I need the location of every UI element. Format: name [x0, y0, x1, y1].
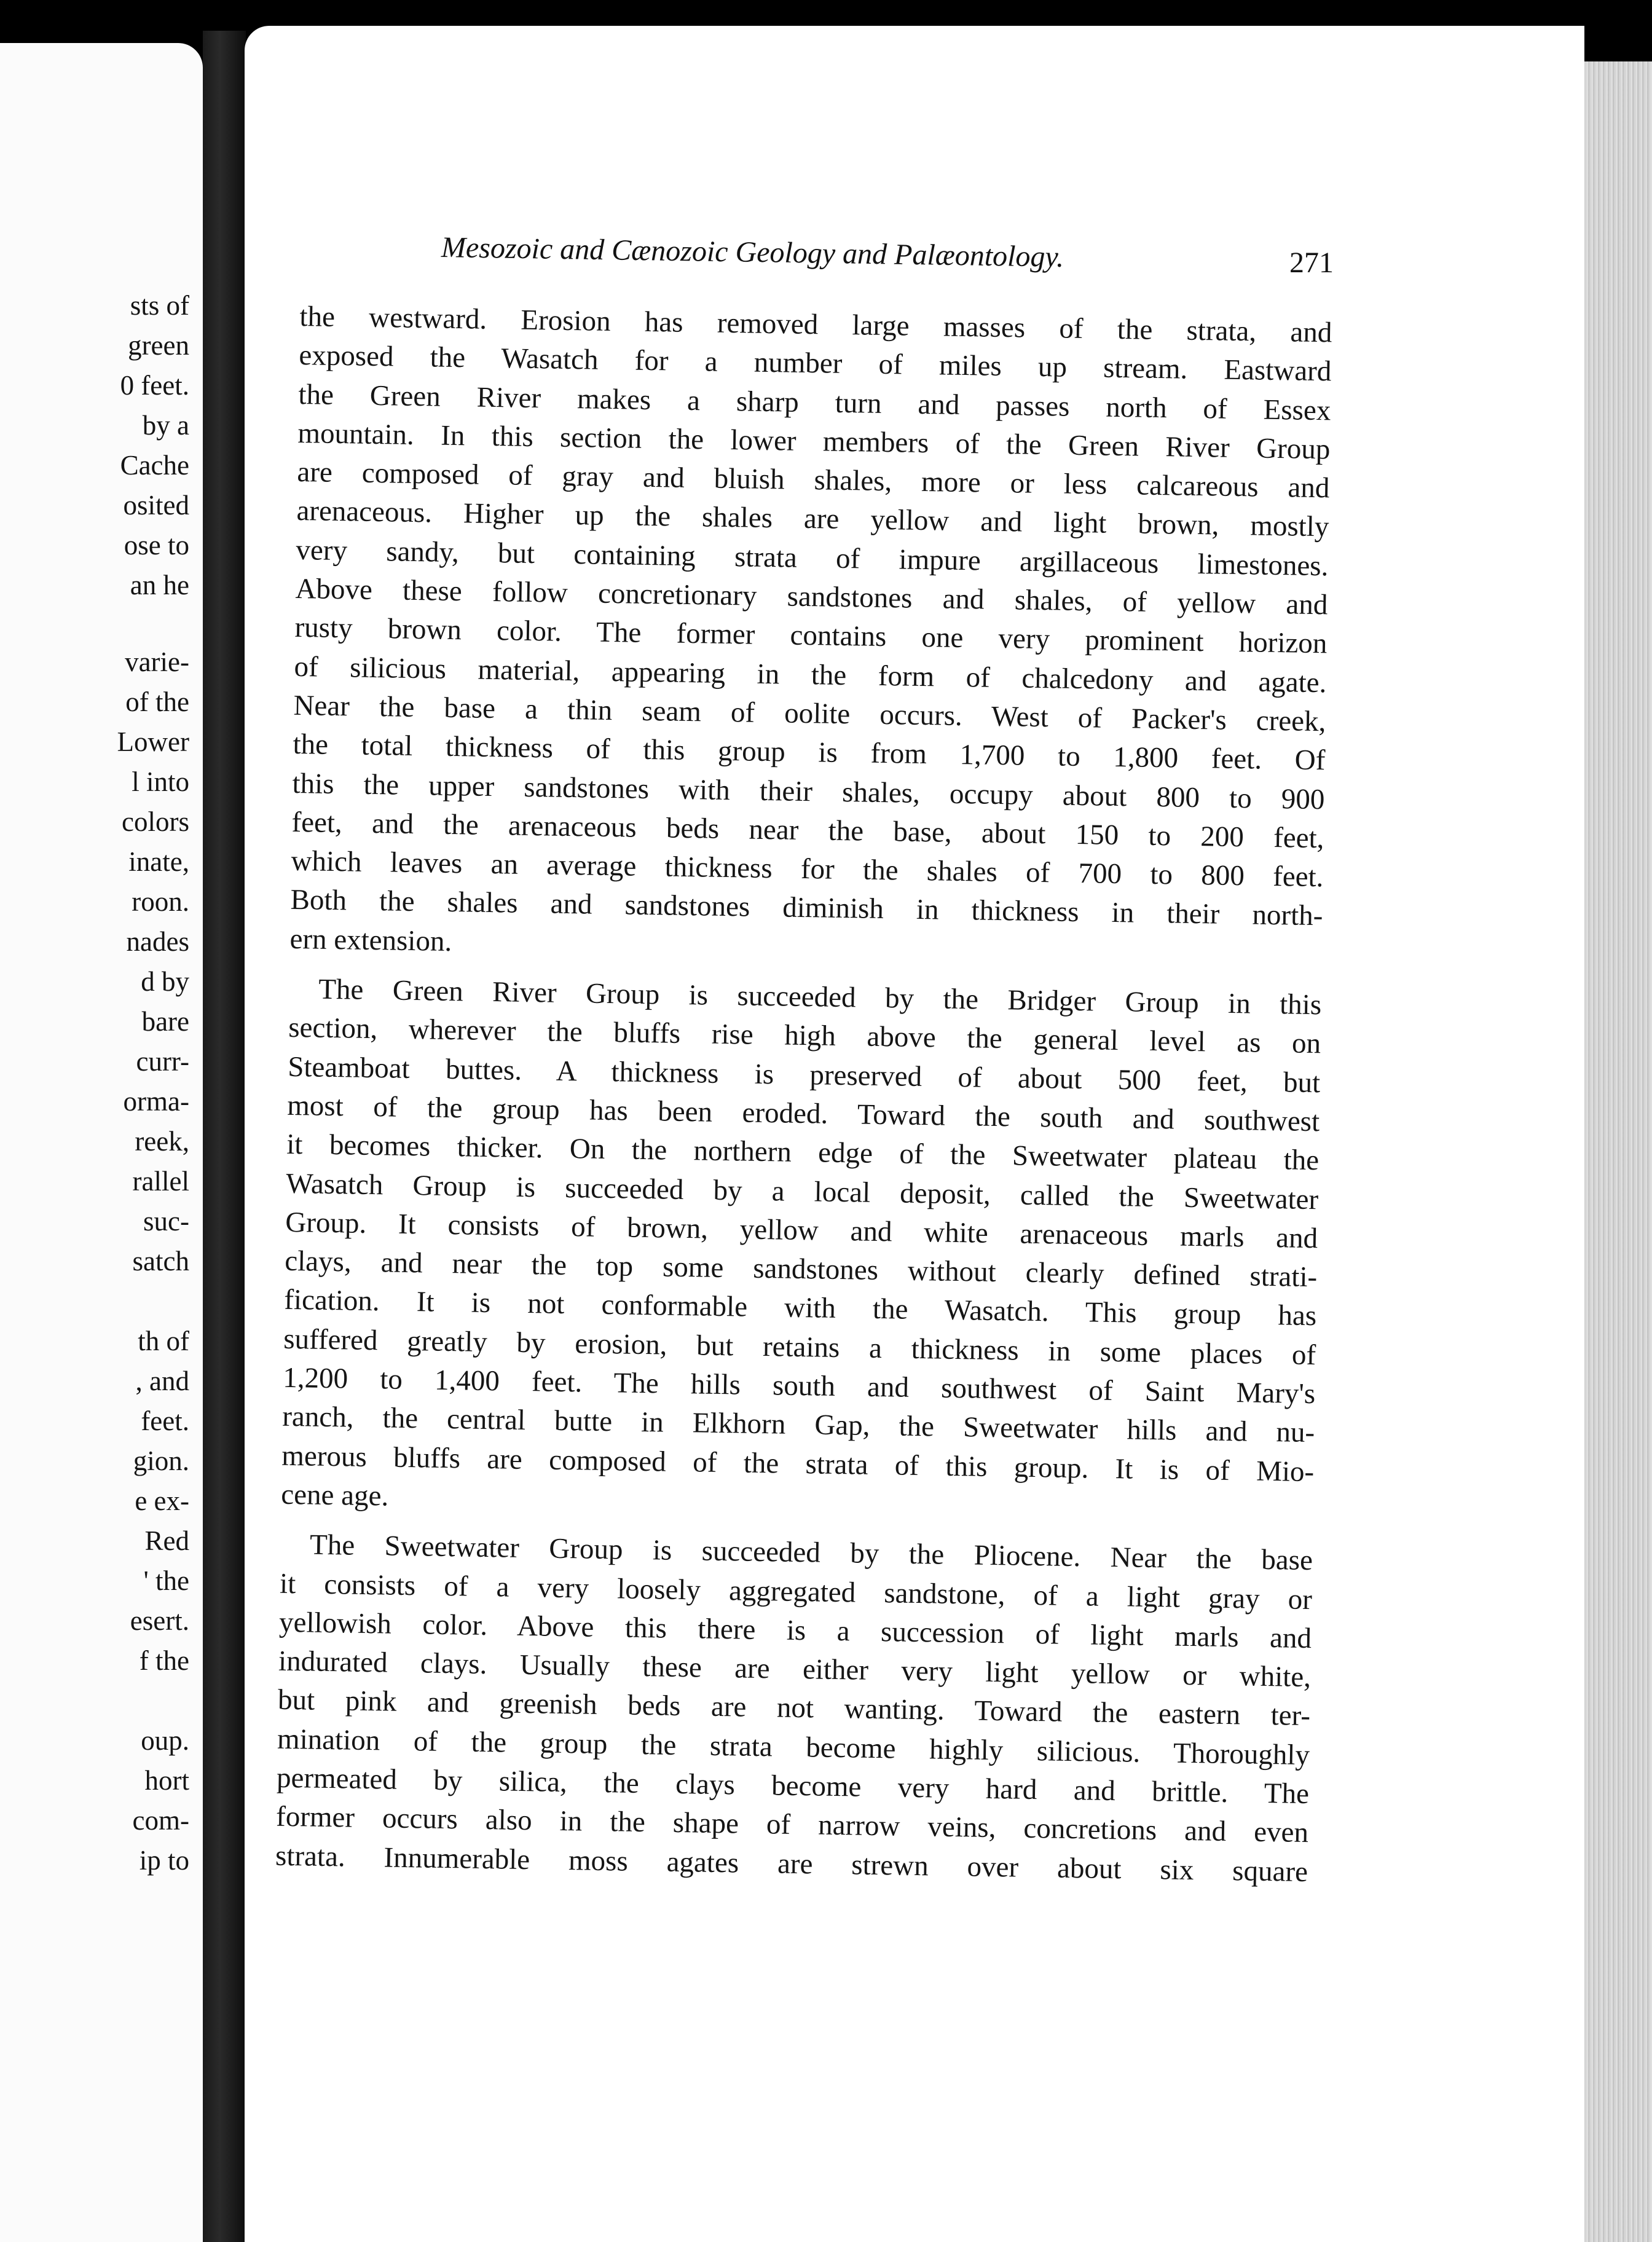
- text-line: Group. It consists of brown, yellow and white arenaceous marls and: [285, 1206, 1318, 1255]
- left-page-fragment: Lower: [117, 726, 189, 757]
- text-line: Near the base a thin seam of oolite occurs. West of Packer's creek,: [293, 689, 1326, 738]
- left-page-fragment: reek,: [135, 1126, 189, 1157]
- left-page-fragment: green: [128, 330, 189, 361]
- text-line: strata. Innumerable moss agates are strewn over about six square: [275, 1839, 1308, 1888]
- left-page-fragment: an he: [130, 570, 189, 600]
- left-page-fragment: colors: [122, 806, 189, 837]
- left-page-fragment: gion.: [133, 1446, 189, 1476]
- left-page-fragment: f the: [139, 1645, 189, 1676]
- text-line: permeated by silica, the clays become very hard and brittle. The: [276, 1761, 1310, 1811]
- book-gutter: [203, 31, 246, 2242]
- text-line: fication. It is not conformable with the Wasatch. This group has: [283, 1284, 1317, 1332]
- text-line: cene age.: [280, 1478, 389, 1512]
- page-number: 271: [1289, 246, 1334, 279]
- text-line: ranch, the central butte in Elkhorn Gap, the Sweetwater hills and nu-: [281, 1401, 1315, 1449]
- text-line: exposed the Wasatch for a number of miles up stream. Eastward: [299, 339, 1332, 388]
- text-line: the total thickness of this group is from 1,700 to 1,800 feet. Of: [293, 728, 1326, 777]
- left-page-fragment: com-: [132, 1805, 189, 1836]
- left-page-fragment: Red: [144, 1525, 189, 1556]
- left-page-fragment: Cache: [120, 450, 189, 481]
- left-facing-page: [0, 43, 203, 2242]
- left-page-fragment: e ex-: [135, 1485, 189, 1516]
- text-line: it consists of a very loosely aggregated sandstone, of a light gray or: [279, 1567, 1313, 1616]
- left-page-fragment: oup.: [141, 1725, 189, 1756]
- text-line: which leaves an average thickness for the shales of 700 to 800 feet.: [291, 845, 1324, 894]
- left-page-fragment: feet.: [141, 1406, 189, 1436]
- text-line: yellowish color. Above this there is a succession of light marls and: [278, 1606, 1312, 1654]
- text-line: it becomes thicker. On the northern edge of the Sweetwater plateau the: [286, 1128, 1320, 1177]
- left-page-fragment: th of: [138, 1326, 189, 1356]
- text-line: rusty brown color. The former contains one very prominent horizon: [294, 612, 1328, 660]
- text-line: the Green River makes a sharp turn and passes north of Essex: [298, 378, 1331, 427]
- left-page-fragment: , and: [135, 1366, 189, 1396]
- text-line: Both the shales and sandstones diminish in thickness in their north-: [290, 884, 1323, 932]
- left-page-fragment: rallel: [132, 1166, 189, 1197]
- left-page-fragment: of the: [125, 686, 189, 717]
- left-page-fragment: curr-: [136, 1046, 189, 1077]
- left-page-fragment: ose to: [124, 530, 189, 560]
- running-title: Mesozoic and Cænozoic Geology and Palæontology.: [441, 231, 1064, 273]
- text-line: feet, and the arenaceous beds near the base, about 150 to 200 feet,: [291, 806, 1324, 855]
- text-line: but pink and greenish beds are not wanting. Toward the eastern ter-: [277, 1684, 1311, 1733]
- left-page-fragment: orma-: [123, 1086, 189, 1117]
- page-body-text: [275, 297, 1332, 1892]
- left-page-fragment: l into: [132, 766, 189, 797]
- text-line: clays, and near the top some sandstones without clearly defined strati-: [284, 1245, 1318, 1294]
- left-page-fragment: hort: [144, 1765, 189, 1796]
- text-line: merous bluffs are composed of the strata of this group. It is of Mio-: [281, 1439, 1315, 1488]
- left-page-fragment: sts of: [130, 290, 189, 321]
- paragraph: [275, 1525, 1313, 1892]
- left-page-fragment: inate,: [128, 846, 189, 877]
- text-line: indurated clays. Usually these are either very light yellow or white,: [278, 1645, 1312, 1694]
- text-line: The Sweetwater Group is succeeded by the Pliocene. Near the base: [309, 1528, 1313, 1577]
- text-line: of silicious material, appearing in the form of chalcedony and agate.: [294, 650, 1327, 699]
- text-line: very sandy, but containing strata of impure argillaceous limestones.: [296, 533, 1329, 583]
- left-page-fragment: by a: [142, 410, 189, 441]
- text-line: this the upper sandstones with their shales, occupy about 800 to 900: [292, 767, 1325, 816]
- text-line: The Green River Group is succeeded by the Bridger Group in this: [318, 973, 1322, 1021]
- left-page-fragment: satch: [132, 1246, 189, 1276]
- paragraph: [281, 970, 1322, 1530]
- left-page-fragment: 0 feet.: [120, 370, 189, 401]
- text-line: the westward. Erosion has removed large masses of the strata, and: [299, 300, 1332, 349]
- left-page-fragment: osited: [123, 490, 189, 521]
- text-line: section, wherever the bluffs rise high above the general level as on: [288, 1012, 1321, 1060]
- text-line: are composed of gray and bluish shales, more or less calcareous and: [297, 456, 1330, 505]
- text-line: most of the group has been eroded. Toward the south and southwest: [286, 1089, 1320, 1138]
- left-page-fragment: suc-: [143, 1206, 189, 1237]
- left-page-fragment: bare: [141, 1006, 189, 1037]
- text-line: Steamboat buttes. A thickness is preserved of about 500 feet, but: [287, 1050, 1321, 1099]
- left-page-fragment: ip to: [139, 1845, 189, 1876]
- left-page-fragment: varie-: [125, 647, 189, 677]
- text-line: Above these follow concretionary sandstones and shales, of yellow and: [295, 573, 1328, 621]
- left-page-fragment: d by: [141, 966, 189, 997]
- text-line: arenaceous. Higher up the shales are yellow and light brown, mostly: [296, 495, 1329, 543]
- page-stack-edge: [1581, 61, 1652, 2242]
- text-line: suffered greatly by erosion, but retains a thickness in some places of: [283, 1323, 1316, 1371]
- left-page-fragment: ' the: [143, 1565, 189, 1596]
- left-page-fragment: roon.: [132, 886, 189, 917]
- left-page-fragment: nades: [126, 926, 189, 957]
- text-line: Wasatch Group is succeeded by a local deposit, called the Sweetwater: [285, 1167, 1319, 1216]
- text-line: ern extension.: [289, 922, 452, 958]
- text-line: mination of the group the strata become highly silicious. Thoroughly: [277, 1723, 1310, 1771]
- text-line: mountain. In this section the lower members of the Green River Group: [297, 417, 1331, 466]
- text-line: former occurs also in the shape of narrow veins, concretions and even: [275, 1800, 1309, 1849]
- left-page-fragment: esert.: [130, 1605, 189, 1636]
- text-line: 1,200 to 1,400 feet. The hills south and southwest of Saint Mary's: [282, 1361, 1316, 1410]
- paragraph: [289, 297, 1332, 975]
